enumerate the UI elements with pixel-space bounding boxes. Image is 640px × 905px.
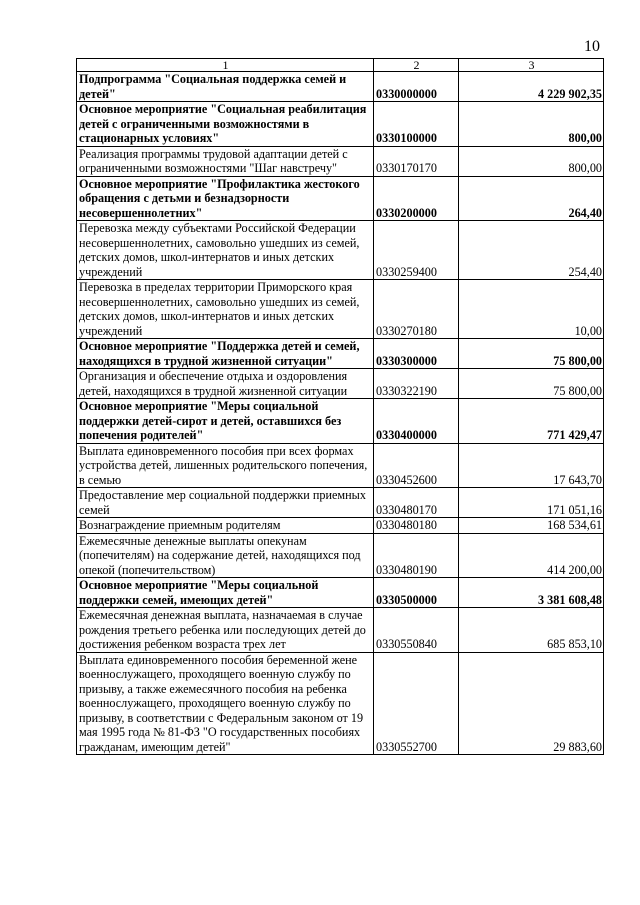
row-name: Организация и обеспечение отдыха и оздоровления детей, находящихся в трудной жизненной ситуации [77, 369, 374, 399]
row-name: Перевозка между субъектами Российской Федерации несовершеннолетних, самовольно ушедших из семей, детских домов, школ-интернатов и иных детских учреждений [77, 221, 374, 280]
row-name: Реализация программы трудовой адаптации детей с ограниченными возможностями "Шаг навстречу" [77, 146, 374, 176]
row-name: Предоставление мер социальной поддержки приемных семей [77, 488, 374, 518]
table-row [77, 369, 604, 399]
table-row [77, 102, 604, 147]
row-amount: 168 534,61 [459, 518, 604, 534]
table-header-row [77, 59, 604, 72]
table-row [77, 339, 604, 369]
table-row [77, 176, 604, 221]
row-name: Выплата единовременного пособия при всех формах устройства детей, лишенных родительского попечения, в семью [77, 443, 374, 488]
table-row [77, 443, 604, 488]
row-code: 0330100000 [374, 102, 459, 147]
table-row [77, 608, 604, 653]
table-row [77, 399, 604, 444]
row-amount: 4 229 902,35 [459, 72, 604, 102]
row-code: 0330000000 [374, 72, 459, 102]
row-amount: 254,40 [459, 221, 604, 280]
row-amount: 685 853,10 [459, 608, 604, 653]
row-amount: 10,00 [459, 280, 604, 339]
row-code: 0330300000 [374, 339, 459, 369]
row-code: 0330270180 [374, 280, 459, 339]
row-code: 0330200000 [374, 176, 459, 221]
row-amount: 75 800,00 [459, 369, 604, 399]
row-amount: 29 883,60 [459, 652, 604, 755]
row-code: 0330170170 [374, 146, 459, 176]
row-amount: 771 429,47 [459, 399, 604, 444]
row-name: Выплата единовременного пособия беременной жене военнослужащего, проходящего военную службу по призыву, а также ежемесячного пособия на ребенка военнослужащего, проходящего военную службу по призыву, в соответствии с Федеральным законом от 19 мая 1995 года № 81-ФЗ "О государственных пособиях гражданам, имеющим детей" [77, 652, 374, 755]
row-code: 0330552700 [374, 652, 459, 755]
table-row [77, 533, 604, 578]
table-row [77, 578, 604, 608]
row-code: 0330480180 [374, 518, 459, 534]
table-row [77, 146, 604, 176]
table-row [77, 280, 604, 339]
row-code: 0330259400 [374, 221, 459, 280]
row-name: Основное мероприятие "Поддержка детей и семей, находящихся в трудной жизненной ситуации" [77, 339, 374, 369]
row-amount: 171 051,16 [459, 488, 604, 518]
row-code: 0330322190 [374, 369, 459, 399]
table-row [77, 72, 604, 102]
column-header-amount: 3 [459, 59, 604, 72]
budget-table [76, 58, 604, 755]
row-name: Подпрограмма "Социальная поддержка семей и детей" [77, 72, 374, 102]
row-amount: 800,00 [459, 102, 604, 147]
row-code: 0330500000 [374, 578, 459, 608]
row-name: Перевозка в пределах территории Приморского края несовершеннолетних, самовольно ушедших из семей, детских домов, школ-интернатов и иных детских учреждений [77, 280, 374, 339]
row-amount: 414 200,00 [459, 533, 604, 578]
row-code: 0330400000 [374, 399, 459, 444]
table-row [77, 488, 604, 518]
row-name: Вознаграждение приемным родителям [77, 518, 374, 534]
row-code: 0330480190 [374, 533, 459, 578]
table-row [77, 221, 604, 280]
column-header-code: 2 [374, 59, 459, 72]
row-code: 0330550840 [374, 608, 459, 653]
row-amount: 800,00 [459, 146, 604, 176]
row-amount: 75 800,00 [459, 339, 604, 369]
row-code: 0330480170 [374, 488, 459, 518]
row-name: Основное мероприятие "Меры социальной поддержки детей-сирот и детей, оставшихся без попечения родителей" [77, 399, 374, 444]
table-row [77, 652, 604, 755]
row-name: Основное мероприятие "Профилактика жестокого обращения с детьми и безнадзорности несовершеннолетних" [77, 176, 374, 221]
row-amount: 3 381 608,48 [459, 578, 604, 608]
table-row [77, 518, 604, 534]
column-header-name: 1 [77, 59, 374, 72]
row-name: Основное мероприятие "Социальная реабилитация детей с ограниченными возможностями в стационарных условиях" [77, 102, 374, 147]
row-amount: 264,40 [459, 176, 604, 221]
row-name: Ежемесячная денежная выплата, назначаемая в случае рождения третьего ребенка или последующих детей до достижения ребенком возраста трех лет [77, 608, 374, 653]
table-body [77, 72, 604, 755]
row-amount: 17 643,70 [459, 443, 604, 488]
page-number: 10 [584, 38, 600, 55]
row-code: 0330452600 [374, 443, 459, 488]
row-name: Ежемесячные денежные выплаты опекунам (попечителям) на содержание детей, находящихся под опекой (попечительством) [77, 533, 374, 578]
row-name: Основное мероприятие "Меры социальной поддержки семей, имеющих детей" [77, 578, 374, 608]
